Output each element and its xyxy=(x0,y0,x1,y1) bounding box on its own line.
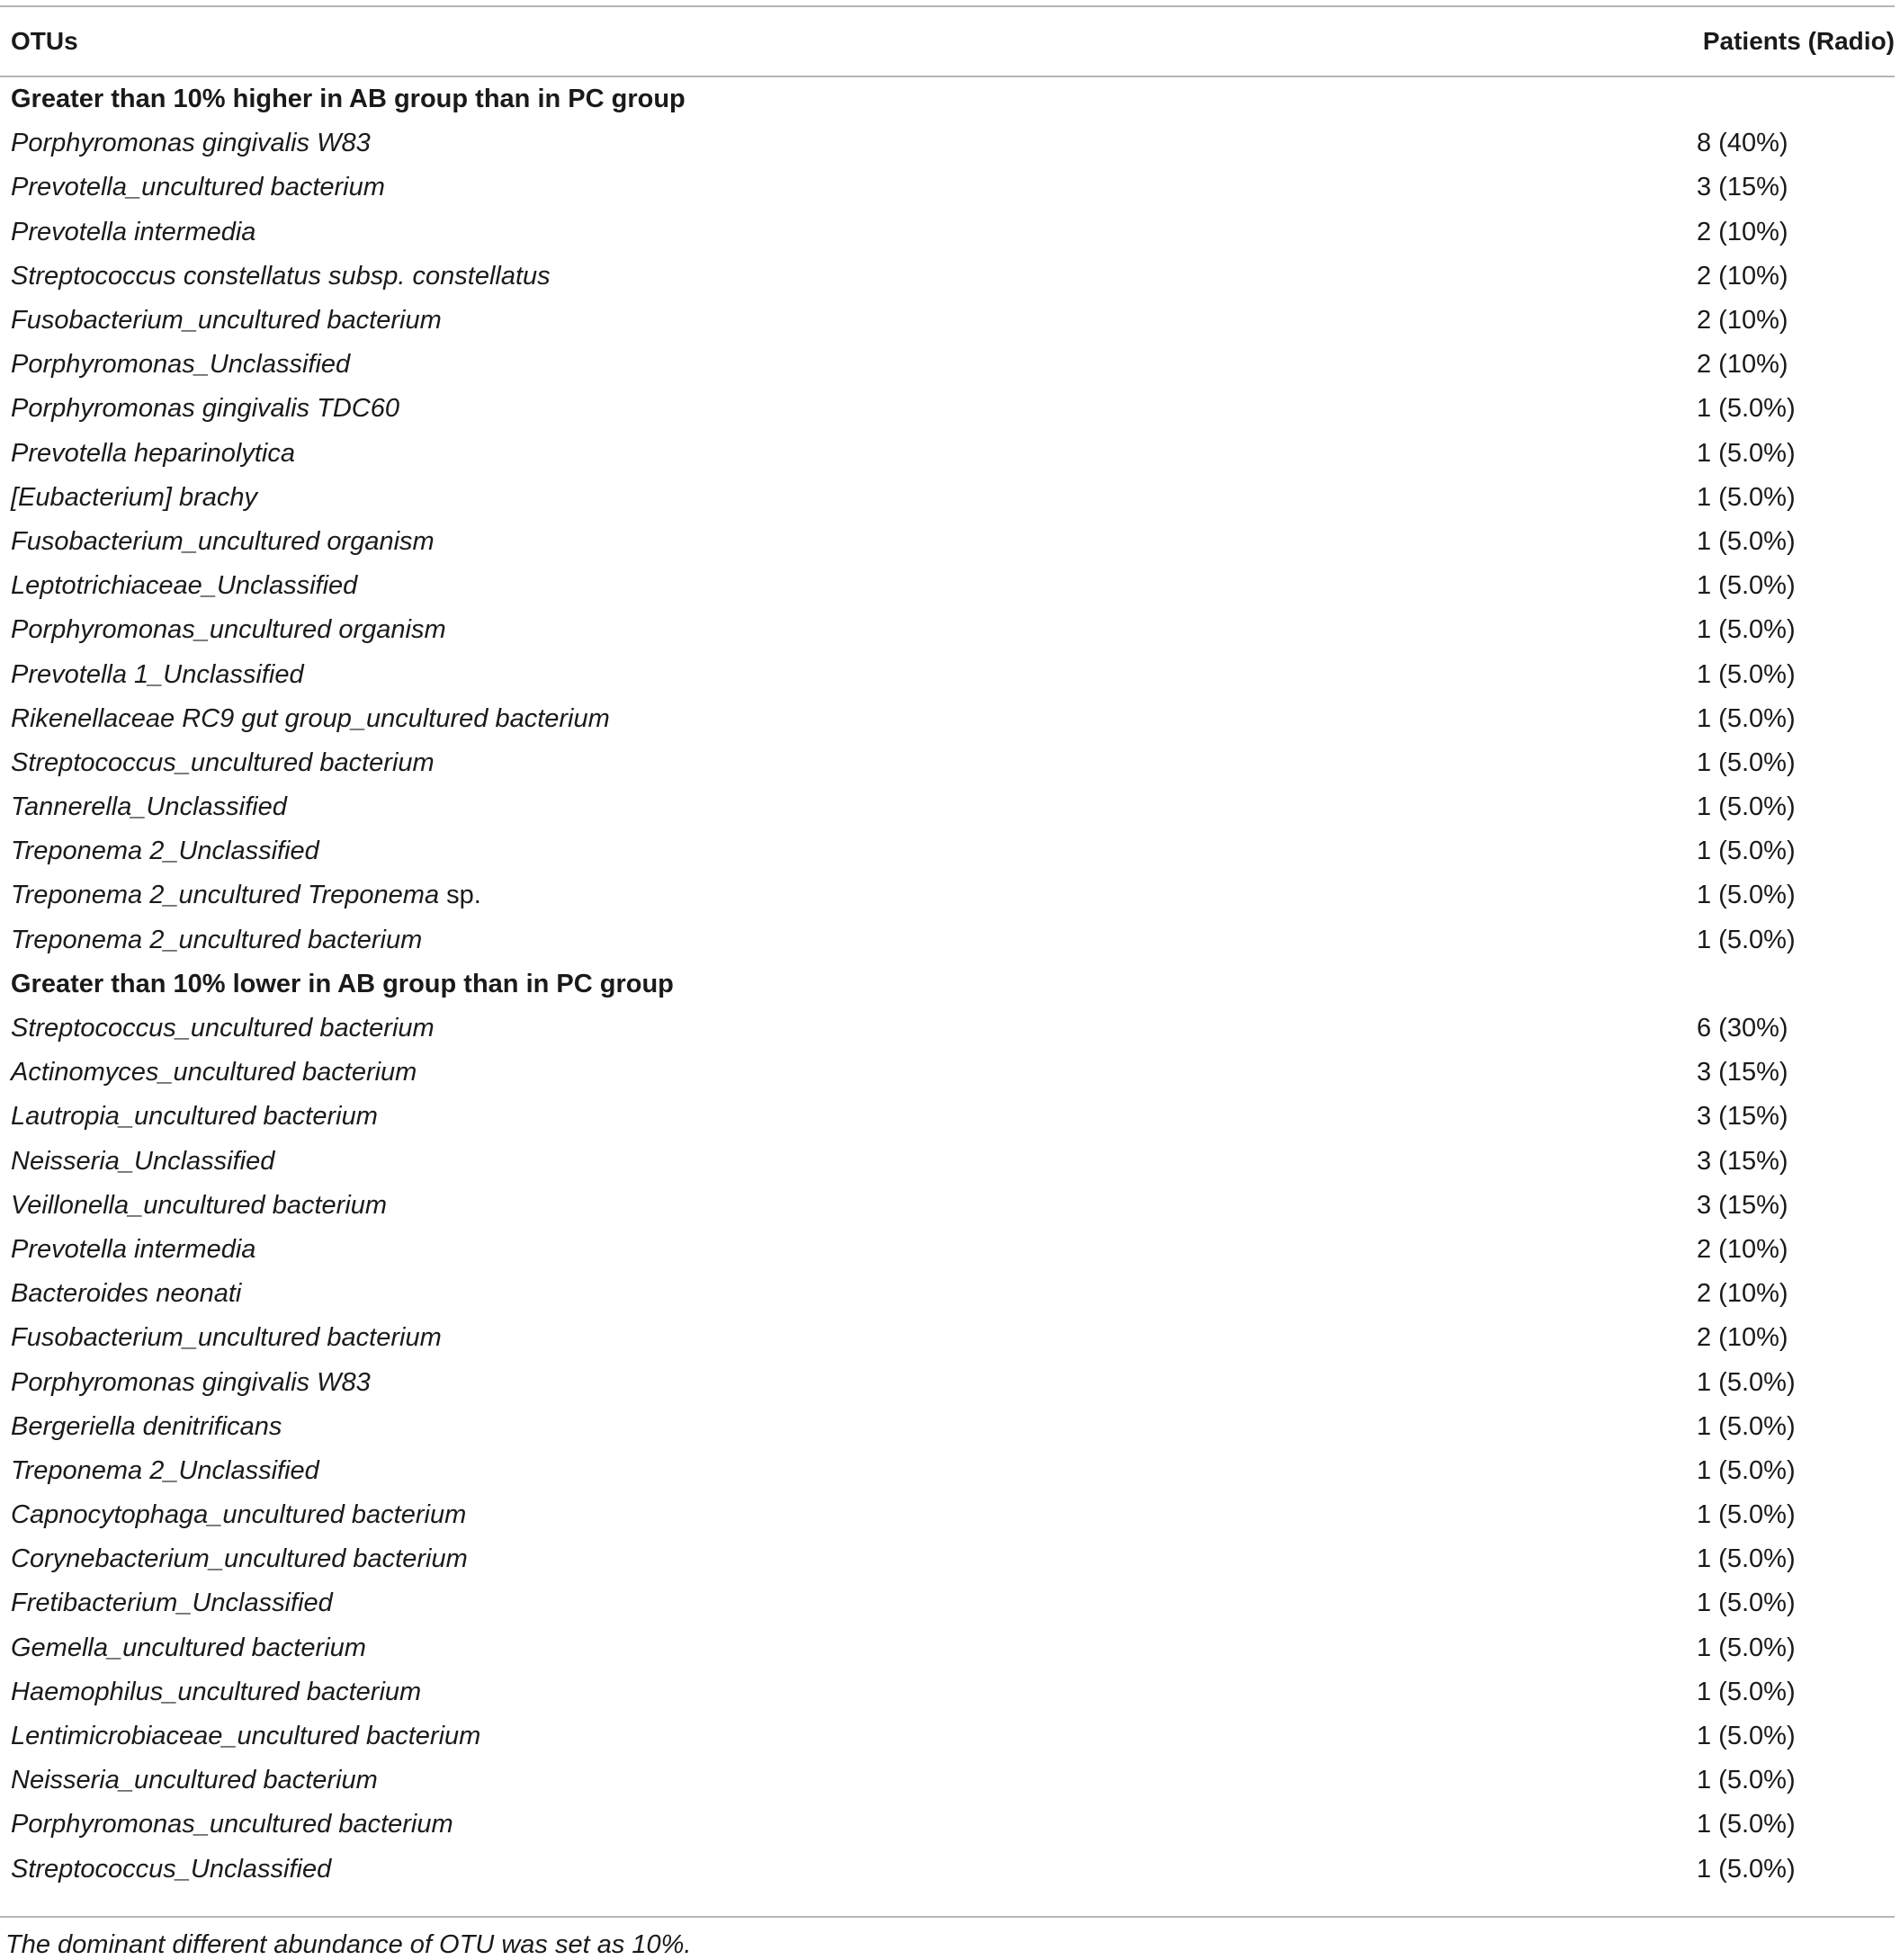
otu-name xyxy=(0,218,1697,247)
otu-name-text: Prevotella intermedia xyxy=(11,1234,256,1264)
otu-name xyxy=(0,1191,1697,1221)
table-row xyxy=(0,1272,1895,1316)
table-row xyxy=(0,652,1895,696)
otu-name xyxy=(0,1500,1697,1530)
table-row xyxy=(0,697,1895,741)
otu-name xyxy=(0,1456,1697,1486)
otu-name-text: Porphyromonas_uncultured bacterium xyxy=(11,1810,453,1839)
otu-name xyxy=(0,1235,1697,1265)
table-row xyxy=(0,1184,1895,1228)
header-patients: Patients (Radio) xyxy=(1702,27,1895,55)
otu-name-text: Actinomyces_uncultured bacterium xyxy=(11,1058,417,1087)
otu-name-text: Tannerella_Unclassified xyxy=(11,792,287,822)
otu-name xyxy=(0,173,1697,202)
table-row xyxy=(0,210,1895,255)
otu-name-text: Streptococcus_uncultured bacterium xyxy=(11,747,435,777)
patients-value: 2 (10%) xyxy=(1697,261,1788,291)
bottom-rule xyxy=(0,1916,1895,1918)
otu-name xyxy=(0,926,1697,955)
otu-name-text: Streptococcus_uncultured bacterium xyxy=(11,1014,435,1043)
header-otus: OTUs xyxy=(11,27,78,55)
table-row xyxy=(0,387,1895,431)
patients-value: 1 (5.0%) xyxy=(1697,925,1796,954)
table-row xyxy=(0,1316,1895,1360)
otu-name-text: Bergeriella denitrificans xyxy=(11,1411,282,1441)
table-row xyxy=(0,520,1895,564)
table-row xyxy=(0,432,1895,476)
table-row xyxy=(0,1051,1895,1095)
otu-name xyxy=(0,748,1697,778)
otu-name-text: Capnocytophaga_uncultured bacterium xyxy=(11,1500,467,1530)
otu-name-text: [Eubacterium] brachy xyxy=(11,482,258,512)
table-row xyxy=(0,785,1895,829)
patients-value: 1 (5.0%) xyxy=(1697,571,1796,601)
table-row xyxy=(0,1626,1895,1670)
patients-value: 1 (5.0%) xyxy=(1697,1544,1796,1574)
otu-name xyxy=(0,1589,1697,1618)
table-row xyxy=(0,1714,1895,1759)
table-row xyxy=(0,741,1895,785)
otu-name-text: Porphyromonas_uncultured organism xyxy=(11,615,446,645)
otu-name xyxy=(0,837,1697,866)
otu-name-text: Treponema 2_uncultured Treponema xyxy=(11,881,440,910)
patients-value: 1 (5.0%) xyxy=(1697,1500,1796,1530)
table-row xyxy=(0,564,1895,608)
otu-name xyxy=(0,394,1697,424)
table-row xyxy=(0,1405,1895,1449)
otu-name-text: Gemella_uncultured bacterium xyxy=(11,1633,366,1662)
otu-name-text: Rikenellaceae RC9 gut group_uncultured bacterium xyxy=(11,703,610,733)
patients-value: 6 (30%) xyxy=(1697,1014,1788,1043)
otu-name-text: Fusobacterium_uncultured bacterium xyxy=(11,1323,442,1353)
table-row xyxy=(0,1095,1895,1139)
otu-name-text: Prevotella_uncultured bacterium xyxy=(11,173,385,202)
patients-value: 2 (10%) xyxy=(1697,1234,1788,1264)
otu-name-text: Streptococcus constellatus subsp. constellatus xyxy=(11,261,551,291)
otu-name xyxy=(0,1102,1697,1132)
patients-value: 1 (5.0%) xyxy=(1697,747,1796,777)
otu-name-text: Fusobacterium_uncultured bacterium xyxy=(11,306,442,336)
otu-name xyxy=(0,439,1697,469)
patients-value: 3 (15%) xyxy=(1697,1190,1788,1220)
table-row xyxy=(0,829,1895,873)
patients-value: 1 (5.0%) xyxy=(1697,1589,1796,1618)
otu-name xyxy=(0,350,1697,380)
patients-value: 1 (5.0%) xyxy=(1697,1455,1796,1485)
otu-name xyxy=(0,483,1697,513)
table-row xyxy=(0,1537,1895,1581)
patients-value: 1 (5.0%) xyxy=(1697,394,1796,424)
patients-value: 1 (5.0%) xyxy=(1697,482,1796,512)
patients-value: 1 (5.0%) xyxy=(1697,792,1796,822)
patients-value: 1 (5.0%) xyxy=(1697,1411,1796,1441)
otu-name-text: Fretibacterium_Unclassified xyxy=(11,1589,333,1618)
table-row xyxy=(0,255,1895,299)
otu-name xyxy=(0,1766,1697,1795)
otu-name xyxy=(0,1279,1697,1309)
patients-value: 1 (5.0%) xyxy=(1697,837,1796,866)
table-row xyxy=(0,1360,1895,1404)
patients-value: 1 (5.0%) xyxy=(1697,438,1796,468)
patients-value: 2 (10%) xyxy=(1697,1279,1788,1309)
table-row xyxy=(0,1493,1895,1537)
patients-value: 2 (10%) xyxy=(1697,306,1788,336)
otu-name-text: Porphyromonas gingivalis W83 xyxy=(11,129,371,158)
otu-name-text: Prevotella heparinolytica xyxy=(11,438,295,468)
otu-name xyxy=(0,1633,1697,1663)
patients-value: 2 (10%) xyxy=(1697,1323,1788,1353)
otu-name-text: Veillonella_uncultured bacterium xyxy=(11,1190,388,1220)
otu-name-text: Neisseria_Unclassified xyxy=(11,1146,275,1176)
patients-value: 1 (5.0%) xyxy=(1697,615,1796,645)
patients-value: 1 (5.0%) xyxy=(1697,526,1796,556)
otu-name-text: Fusobacterium_uncultured organism xyxy=(11,526,435,556)
otu-name xyxy=(0,704,1697,734)
section-heading: Greater than 10% lower in AB group than in PC group xyxy=(11,969,674,998)
table-row xyxy=(0,918,1895,962)
otu-name-text: Corynebacterium_uncultured bacterium xyxy=(11,1544,468,1574)
otu-name xyxy=(0,1014,1697,1043)
otu-name xyxy=(0,306,1697,336)
table-row xyxy=(0,1803,1895,1847)
table-row xyxy=(0,121,1895,166)
patients-value: 1 (5.0%) xyxy=(1697,1677,1796,1706)
table-body xyxy=(0,77,1895,1892)
otu-name xyxy=(0,1544,1697,1574)
table-row xyxy=(0,476,1895,520)
patients-value: 1 (5.0%) xyxy=(1697,1633,1796,1662)
otu-name-text: Prevotella intermedia xyxy=(11,217,256,246)
table-row xyxy=(0,1228,1895,1272)
patients-value: 1 (5.0%) xyxy=(1697,1766,1796,1795)
patients-value: 2 (10%) xyxy=(1697,350,1788,380)
patients-value: 1 (5.0%) xyxy=(1697,1367,1796,1397)
patients-value: 2 (10%) xyxy=(1697,217,1788,246)
otu-name-text: Haemophilus_uncultured bacterium xyxy=(11,1677,422,1706)
patients-value: 1 (5.0%) xyxy=(1697,1722,1796,1751)
otu-name-text: Porphyromonas_Unclassified xyxy=(11,350,351,380)
patients-value: 3 (15%) xyxy=(1697,1058,1788,1087)
patients-value: 1 (5.0%) xyxy=(1697,703,1796,733)
table-row xyxy=(0,166,1895,210)
table-footnote: The dominant different abundance of OTU was set as 10%. xyxy=(5,1930,692,1959)
table-row xyxy=(0,1007,1895,1051)
patients-value: 1 (5.0%) xyxy=(1697,881,1796,910)
otu-name-text: Lentimicrobiaceae_uncultured bacterium xyxy=(11,1722,481,1751)
patients-value: 3 (15%) xyxy=(1697,1102,1788,1132)
otu-name-text: Bacteroides neonati xyxy=(11,1279,242,1309)
otu-name xyxy=(0,1722,1697,1751)
otu-name xyxy=(0,660,1697,690)
table-row xyxy=(0,1581,1895,1625)
otu-name xyxy=(0,1368,1697,1398)
table-row xyxy=(0,1140,1895,1184)
otu-name xyxy=(0,527,1697,557)
otu-name-text: Leptotrichiaceae_Unclassified xyxy=(11,571,358,601)
table-row xyxy=(0,1759,1895,1803)
otu-name xyxy=(0,1855,1697,1884)
otu-name-text: Porphyromonas gingivalis TDC60 xyxy=(11,394,399,424)
otu-name xyxy=(0,1810,1697,1839)
otu-name xyxy=(0,1323,1697,1353)
otu-name-text: Neisseria_uncultured bacterium xyxy=(11,1766,378,1795)
table-row xyxy=(0,1670,1895,1714)
patients-value: 1 (5.0%) xyxy=(1697,659,1796,689)
patients-value: 8 (40%) xyxy=(1697,129,1788,158)
otu-name xyxy=(0,1147,1697,1177)
otu-name xyxy=(0,881,1697,910)
otu-name xyxy=(0,571,1697,601)
table-row xyxy=(0,873,1895,917)
otu-name xyxy=(0,1412,1697,1442)
patients-value: 3 (15%) xyxy=(1697,173,1788,202)
table-row xyxy=(0,1848,1895,1892)
patients-value: 1 (5.0%) xyxy=(1697,1810,1796,1839)
table-row xyxy=(0,608,1895,652)
otu-name xyxy=(0,262,1697,291)
otu-name-text: Porphyromonas gingivalis W83 xyxy=(11,1367,371,1397)
patients-value: 1 (5.0%) xyxy=(1697,1854,1796,1884)
otu-name xyxy=(0,1678,1697,1707)
otu-name xyxy=(0,129,1697,158)
table-row xyxy=(0,343,1895,387)
table-header xyxy=(0,7,1895,76)
otu-name-text: Treponema 2_uncultured bacterium xyxy=(11,925,423,954)
otu-name-text: Treponema 2_Unclassified xyxy=(11,1455,319,1485)
otu-name-text: Prevotella 1_Unclassified xyxy=(11,659,304,689)
otu-name xyxy=(0,615,1697,645)
section-heading: Greater than 10% higher in AB group than in PC group xyxy=(11,85,686,114)
otu-name-text: Treponema 2_Unclassified xyxy=(11,837,319,866)
otu-name-text: Lautropia_uncultured bacterium xyxy=(11,1102,378,1132)
otu-table xyxy=(0,5,1895,1892)
table-row xyxy=(0,299,1895,343)
otu-name-text: Streptococcus_Unclassified xyxy=(11,1854,332,1884)
otu-name xyxy=(0,1058,1697,1087)
patients-value: 3 (15%) xyxy=(1697,1146,1788,1176)
otu-name-suffix: sp. xyxy=(439,881,481,910)
otu-name xyxy=(0,792,1697,822)
table-row xyxy=(0,1449,1895,1493)
